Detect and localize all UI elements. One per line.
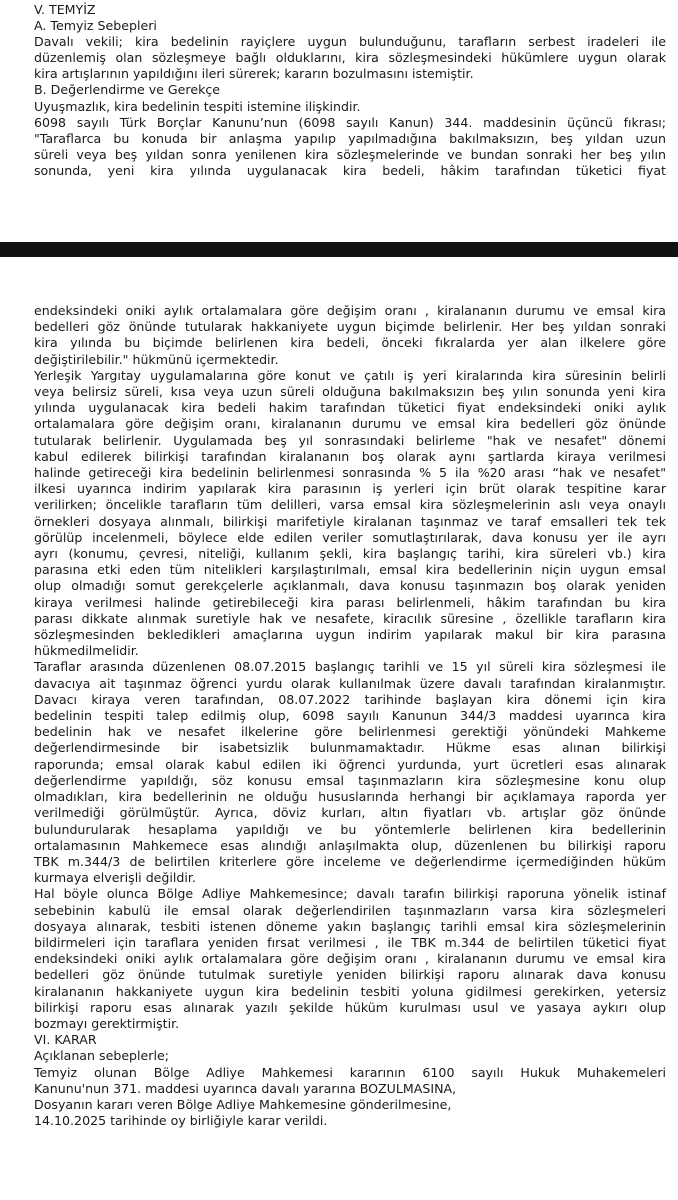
text-line: bilirkişi raporu esas alınarak yazılı şekilde hüküm kurulması usul ve yasaya aykırı olup [34,999,666,1015]
text-line: bildirmeleri için taraflara yeniden fırsat verilmesi , ile TBK m.344 de belirtilen tüketici fiyat [34,934,666,950]
text-line: Taraflar arasında düzenlenen 08.07.2015 başlangıç tarihli ve 15 yıl süreli kira sözleşmesi ile [34,659,666,675]
text-line: 6098 sayılı Türk Borçlar Kanunu’nun (6098 sayılı Kanun) 344. maddesinin üçüncü fıkrası; [34,114,666,130]
text-line: Dosyanın kararı veren Bölge Adliye Mahkemesine gönderilmesine, [34,1096,452,1112]
text-line: endeksindeki oniki aylık ortalamalara göre değişim oranı , kiralananın durumu ve emsal kira [34,951,666,967]
text-line: bedelinin tespiti talep edilmiş olup, 6098 sayılı Kanunun 344/3 maddesi uyarınca kira [34,708,666,724]
text-line: sözleşmesinden bekledikleri amaçlarına uygun indirim yapılarak makul bir kira parasına [34,627,666,643]
text-line: süreli veya beş yıldan sonra yenilenen kira sözleşmelerinde ve bundan sonraki her beş yılın [34,146,666,162]
text-line: yılında uygulanacak kira bedeli hakim tarafından tüketici fiyat endeksindeki oniki aylık [34,400,666,416]
text-line: ayrı (konumu, çevresi, niteliği, kullanım şekli, kira başlangıç tarihi, kira süreleri vb.) kira [34,546,666,562]
text-line: kurmaya elverişli değildir. [34,870,196,886]
text-line: değiştirilebilir." hükmünü içermektedir. [34,351,279,367]
text-line: örnekleri dosyaya alınmalı, bilirkişi marifetiyle kiralanan taşınmaz ve taraf emsalleri tek tek [34,513,666,529]
text-line: görülüp incelenmeli, böylece elde edilen veriler somutlaştırılarak, dava konusu yer ile ayrı [34,529,666,545]
text-line: Yerleşik Yargıtay uygulamalarına göre konut ve çatılı iş yeri kiralarında kira süresinin belirli [34,367,666,383]
page-separator-bar [0,242,678,257]
text-line: bedelleri göz önünde tutularak hakkaniyete uygun biçimde belirlenir. Her beş yıldan sonraki [34,319,666,335]
text-line: olmadıkları, kira bedellerinin ne olduğu hususlarında herhangi bir açıklamaya raporda yer [34,789,666,805]
text-line: "Taraflarca bu konuda bir anlaşma yapılıp yapılmadığına bakılmaksızın, beş yıldan uzun [34,130,666,146]
text-line: 14.10.2025 tarihinde oy birliğiyle karar verildi. [34,1113,328,1129]
text-line: Davacı kiraya veren tarafından, 08.07.2022 tarihinde başlayan kira dönemi için kira [34,691,666,707]
text-line: değerlendirme yapıldığı, söz konusu emsal taşınmazların kira sözleşmesine konu olup [34,772,666,788]
text-line: bulundurularak hesaplama yapıldığı ve bu yöntemlerle belirlenen kira bedellerinin [34,821,666,837]
text-line: tutularak belirlenir. Uygulamada beş yıl sonrasındaki belirleme "hak ve nesafet" dönemi [34,432,666,448]
text-line: bedelinin hak ve nesafet ilkelerine göre belirlenmesi gerektiği yönündeki Mahkeme [34,724,666,740]
text-line: ilkesi uyarınca indirim yapılarak kira parasının iş yerleri için brüt olarak tespitine karar [34,481,666,497]
text-line: ortalamalara göre değişim oranı, kiralananın durumu ve emsal kira bedelleri göz önünde [34,416,666,432]
text-line: kiraya verilmesi halinde getirebileceği kira parası belirlenmeli, hâkim tarafından bu kira [34,594,666,610]
text-line: verilmediği görülmüştür. Ayrıca, döviz kurları, altın fiyatları vb. artışlar göz önünde [34,805,666,821]
text-line: bedelleri göz önünde tutulmak suretiyle yeniden bilirkişi raporu alınarak dava konusu [34,967,666,983]
text-line: parası dikkate alınmak suretiyle hak ve nesafete, kiracılık süresine , özellikle tarafların kira [34,610,666,626]
text-line: verilirken; öncelikle tarafların tüm delilleri, varsa emsal kira sözleşmelerinin aslı veya onaylı [34,497,666,513]
text-line: Davalı vekili; kira bedelinin rayiçlere uygun bulunduğunu, tarafların serbest iradeleri ile [34,34,666,50]
section-heading-karar: VI. KARAR [34,1032,97,1048]
text-line: Kanunu'nun 371. maddesi uyarınca davalı yararına BOZULMASINA, [34,1080,457,1096]
document-page-1 [34,2,666,179]
text-line: kira yılında bu biçimde belirlenen kira bedeli, önceki fıkralarda yer alan ilkelere göre [34,335,666,351]
document-page-2 [34,303,666,1129]
text-line: Uyuşmazlık, kira bedelinin tespiti istemine ilişkindir. [34,98,361,114]
section-heading-temyiz: V. TEMYİZ [34,2,96,17]
text-line: hükmedilmelidir. [34,643,139,659]
text-line: değerlendirmesinde bir isabetsizlik bulunmamaktadır. Hükme esas alınan bilirkişi [34,740,666,756]
subheading-temyiz-sebepleri: A. Temyiz Sebepleri [34,18,157,34]
text-line: kabul edilerek bilirkişi tarafından kiralananın boş olarak aynı şartlarda kiraya verilmesi [34,448,666,464]
text-line: endeksindeki oniki aylık ortalamalara göre değişim oranı , kiralananın durumu ve emsal kira [34,303,666,318]
text-line: raporunda; emsal olarak kabul edilen iki öğrenci yurdunda, yurt ücretleri esas alınarak [34,756,666,772]
subheading-degerlendirme: B. Değerlendirme ve Gerekçe [34,82,221,98]
text-line: davacıya ait taşınmaz öğrenci yurdu olarak kullanılmak üzere davalı tarafından kiralanmıştır. [34,675,666,691]
text-line: parasına etki eden tüm nitelikleri karşılaştırılmalı, emsal kira bedellerinin niçin uygun emsal [34,562,666,578]
text-line: TBK m.344/3 de belirtilen kriterlere göre inceleme ve değerlendirme içermediğinden hüküm [34,853,666,869]
text-line: sonunda, yeni kira yılında uygulanacak kira bedeli, hâkim tarafından tüketici fiyat [34,162,666,178]
text-line: halinde getireceği kira bedelinin belirlenmesi sonrasında % 5 ila %20 arası “hak ve nesafet" [34,465,666,481]
text-line: kiralananın hakkaniyete uygun kira bedelinin tesbiti yoluna gidilmesi gerekirken, yetersiz [34,983,666,999]
text-line: bozmayı gerektirmiştir. [34,1015,180,1031]
text-line: dosyaya alınarak, tesbiti istenen döneme yakın başlangıç tarihli emsal kira sözleşmelerinin [34,918,666,934]
text-line: olup olmadığı somut gerekçelerle açıklanmalı, dava konusu taşınmazın boş olarak yeniden [34,578,666,594]
text-line: Temyiz olunan Bölge Adliye Mahkemesi kararının 6100 sayılı Hukuk Muhakemeleri [34,1064,666,1080]
text-line: düzenlemiş olan sözleşmeye bağlı olduklarını, kira sözleşmesindeki hükümlere uygun olarak [34,50,666,66]
text-line: Açıklanan sebeplerle; [34,1048,169,1064]
text-line: veya belirsiz süreli, kısa veya uzun süreli olduğuna bakılmaksızın beş yılın sonunda yeni kira [34,384,666,400]
text-line: ortalamasının Mahkemece esas alındığı anlaşılmakta olup, düzenlenen bu bilirkişi raporu [34,837,666,853]
text-line: Hal böyle olunca Bölge Adliye Mahkemesince; davalı tarafın bilirkişi raporuna yönelik istinaf [34,886,666,902]
text-line: sebebinin kabulü ile emsal olarak değerlendirilen taşınmazların varsa kira sözleşmeleri [34,902,666,918]
text-line: kira artışlarının yapıldığını ileri sürerek; kararın bozulmasını istemiştir. [34,66,474,82]
